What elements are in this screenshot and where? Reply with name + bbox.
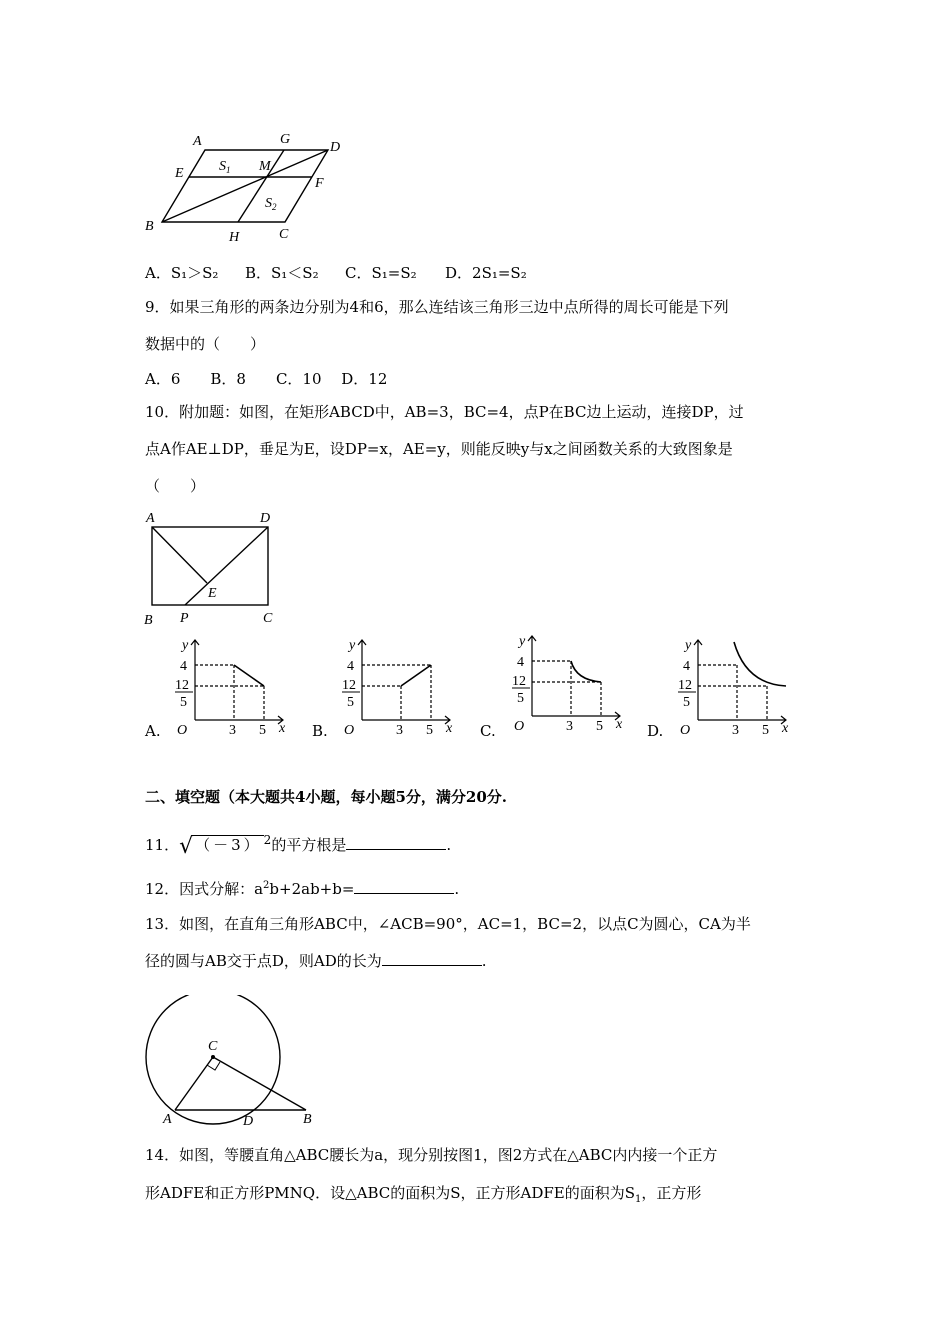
graph-b-5: 5 [426,723,433,738]
graph-c-4: 4 [517,655,524,670]
graph-a-y: y [182,638,189,653]
graph-option-b-label: B. [312,722,328,740]
graph-a-5: 5 [259,723,266,738]
q9-line1: 9．如果三角形的两条边分别为4和6，那么连结该三角形三边中点所得的周长可能是下列 [145,298,729,316]
q11-prefix: 11． [145,836,180,854]
label-b: B [145,219,154,234]
q8-option-d: D．2S₁=S₂ [445,264,527,282]
q13-line2 [145,950,487,971]
graph-option-d-label: D. [647,722,664,740]
label-h: H [229,230,240,245]
graph-b-3: 3 [396,723,403,738]
graph-d-x: x [782,721,789,736]
rect-label-e: E [208,586,217,601]
q9-options: A．6 B．8 C．10 D．12 [145,370,388,388]
q13-line2-text: 径的圆与AB交于点D，则AD的长为 [145,952,382,970]
graph-b-x: x [446,721,453,736]
q14-line1: 14．如图，等腰直角△ABC腰长为a，现分别按图1，图2方式在△ABC内内接一个正方 [145,1146,718,1164]
q13-answer-blank[interactable] [382,950,482,966]
graph-d-3: 3 [732,723,739,738]
rect-label-d: D [260,511,271,526]
graph-a-12: 12 [175,678,189,693]
graph-a-5den: 5 [180,695,187,710]
label-m: M [259,159,271,174]
q8-option-b: B．S₁＜S₂ [245,264,319,282]
q11-radicand: （－3） [195,836,262,854]
graph-c-y: y [519,634,526,649]
label-c: C [279,227,289,242]
graph-b-y: y [349,638,356,653]
q12-exp: 2 [263,880,270,891]
rect-label-a: A [146,511,155,526]
label-s2: $S_2$ [265,196,277,212]
q11-end: . [446,836,452,854]
label-f: F [315,176,324,191]
circle-label-d: D [243,1114,254,1129]
graph-d [668,632,798,742]
label-s1: $S_1$ [219,159,231,175]
graph-c-5den: 5 [517,691,524,706]
graph-option-c-label: C. [480,722,496,740]
q10-line3: （ ） [145,477,206,495]
q8-option-c: C．S₁=S₂ [345,264,417,282]
circle-label-a: A [163,1112,172,1127]
rect-label-c: C [263,611,273,626]
q11 [145,831,452,859]
graph-a-o: O [177,723,188,738]
graph-b-o: O [344,723,355,738]
q14-line2-sub: 1 [635,1194,642,1205]
q12-prefix: 12．因式分解：a [145,880,264,898]
section2-heading: 二、填空题（本大题共4小题，每小题5分，满分20分. [145,788,507,806]
label-g: G [280,132,291,147]
graph-d-4: 4 [683,659,690,674]
q8-option-a: A．S₁＞S₂ [145,264,219,282]
q14-line2b: ，正方形 [641,1184,702,1202]
q12 [145,878,459,899]
rect-label-p: P [180,611,189,626]
label-e: E [175,166,184,181]
graph-b-5den: 5 [347,695,354,710]
graph-option-a-label: A. [145,722,161,740]
q14-line2a: 形ADFE和正方形PMNQ．设△ABC的面积为S，正方形ADFE的面积为S [145,1184,636,1202]
circle-figure [138,995,328,1135]
parallelogram-figure [135,125,355,250]
q12-answer-blank[interactable] [354,878,454,894]
graph-c-12: 12 [512,674,526,689]
graph-a-x: x [279,721,286,736]
label-d: D [330,140,341,155]
q10-line2: 点A作AE⊥DP，垂足为E，设DP=x，AE=y，则能反映y与x之间函数关系的大致图象是 [145,440,733,458]
sqrt-symbol: √ [179,834,194,859]
graph-c-x: x [616,717,623,732]
q9-line2: 数据中的（ ） [145,335,266,353]
q13-end: . [481,952,487,970]
graph-c-3: 3 [566,719,573,734]
graph-b-12: 12 [342,678,356,693]
q12-rest: b+2ab+b= [269,880,355,898]
q12-end: . [454,880,460,898]
q14-line2 [145,1182,701,1205]
graph-d-5: 5 [762,723,769,738]
graph-a [165,632,295,742]
rect-label-b: B [144,613,153,628]
circle-label-c: C [208,1039,218,1054]
rectangle-figure [138,505,288,630]
graph-d-o: O [680,723,691,738]
graph-a-4: 4 [180,659,187,674]
label-a: A [193,134,202,149]
circle-label-b: B [303,1112,312,1127]
graph-d-5den: 5 [683,695,690,710]
graph-c-o: O [514,719,525,734]
q13-line1: 13．如图，在直角三角形ABC中，∠ACB=90°，AC=1，BC=2，以点C为圆心，CA为半 [145,915,751,933]
graph-c-5: 5 [596,719,603,734]
q11-suffix: 的平方根是 [271,836,347,854]
graph-b [332,632,462,742]
graph-c [502,628,632,738]
graph-b-4: 4 [347,659,354,674]
q11-exp: 2 [263,833,272,847]
graph-d-y: y [685,638,692,653]
graph-d-12: 12 [678,678,692,693]
graph-a-3: 3 [229,723,236,738]
q10-line1: 10．附加题：如图，在矩形ABCD中，AB=3，BC=4，点P在BC边上运动，连接DP，过 [145,403,744,421]
q11-answer-blank[interactable] [346,834,446,850]
